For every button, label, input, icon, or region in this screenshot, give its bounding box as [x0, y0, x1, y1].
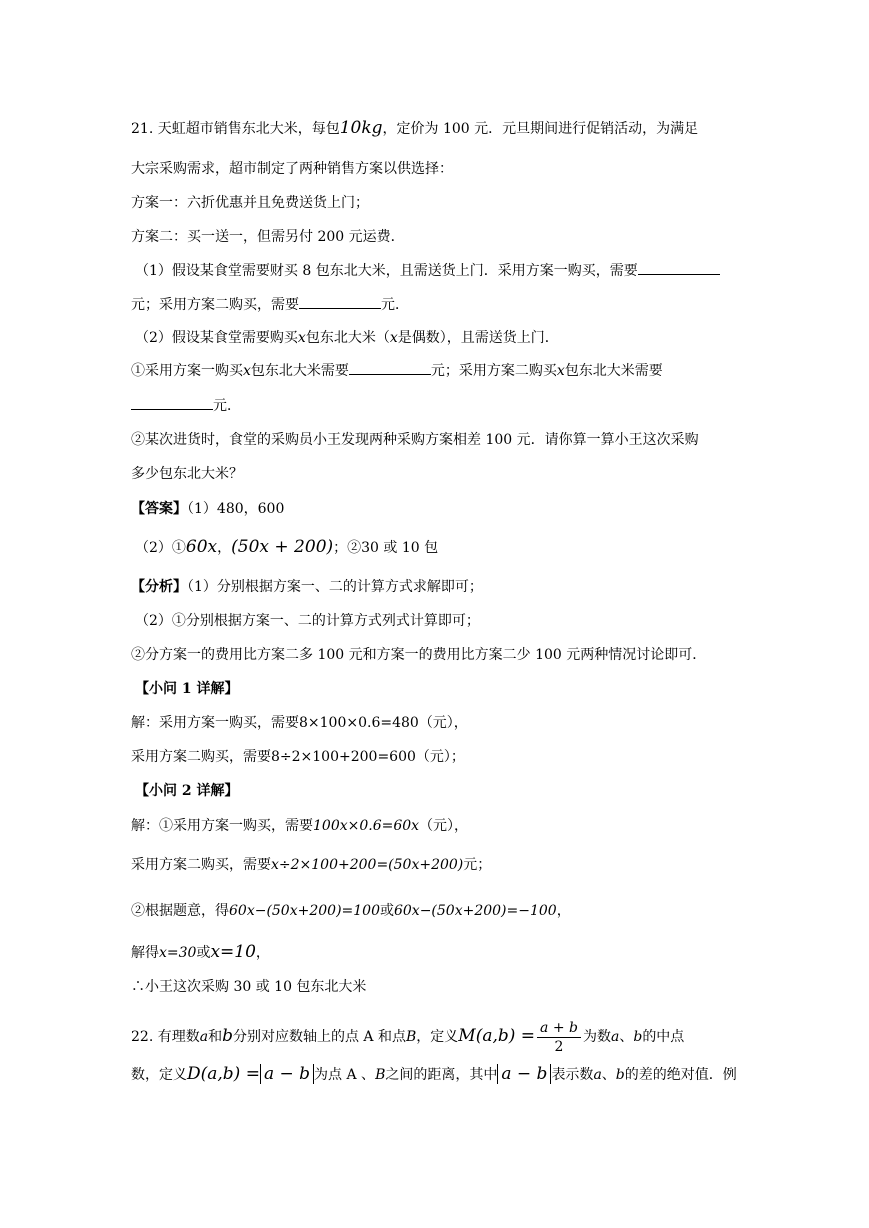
- p21-line-8: [131, 361, 743, 381]
- text: 或: [379, 903, 394, 919]
- math-var: x: [389, 330, 398, 346]
- p21-line-7: [135, 328, 747, 348]
- text: 的差的绝对值．例: [624, 1067, 737, 1083]
- text: （1）假设某食堂需要财买 8 包东北大米，且需送货上门．采用方案一购买，需要: [135, 263, 638, 279]
- text: 的中点: [642, 1029, 685, 1045]
- text: 是偶数），且需送货上门．: [397, 330, 559, 346]
- p21-line-11: 多少包东北大米？: [131, 466, 243, 482]
- answer-tag: 【答案】: [131, 501, 187, 517]
- math-var: b: [633, 1029, 643, 1045]
- math-expr: D(a,b) =: [187, 1064, 260, 1084]
- math-var: b: [615, 1067, 625, 1083]
- math-expr: (50x + 200): [231, 537, 334, 557]
- q1-tag: 【小问 1 详解】: [135, 681, 239, 697]
- text: 包东北大米需要: [250, 363, 349, 379]
- q2-tag: 【小问 2 详解】: [135, 783, 239, 799]
- text: 解：①采用方案一购买，需要: [131, 818, 313, 834]
- p21-line-2: 大宗采购需求，超市制定了两种销售方案以供选择：: [131, 161, 453, 177]
- math-expr: x÷2×100+200=(50x+200): [271, 857, 464, 873]
- text: ，: [556, 903, 571, 919]
- q2-line-4: [131, 942, 743, 963]
- text: （元），: [418, 715, 468, 731]
- text: ②根据题意，得: [131, 903, 229, 919]
- text: 解：采用方案一购买，需要: [131, 715, 299, 731]
- text: ；②30 或 10 包: [333, 540, 439, 556]
- text: 解得: [131, 945, 159, 961]
- math-var: a: [610, 1029, 620, 1045]
- text: ，: [217, 540, 232, 556]
- text: ，定价为 100 元．元旦期间进行促销活动，为满足: [382, 121, 699, 137]
- text: （元）；: [415, 749, 465, 765]
- q1-line-1: [131, 713, 743, 733]
- text: 21. 天虹超市销售东北大米，每包: [131, 121, 340, 137]
- analysis-line-1: [131, 577, 743, 597]
- math-var: b: [222, 1026, 233, 1046]
- text: 表示数: [551, 1067, 594, 1083]
- text: 为点 A 、: [314, 1067, 376, 1083]
- text: 数，定义: [131, 1067, 187, 1083]
- fraction-numerator: a + b: [537, 1019, 581, 1038]
- math-var: x: [556, 363, 565, 379]
- text: 元；采用方案二购买，需要: [131, 297, 299, 313]
- text: 采用方案二购买，需要: [131, 857, 271, 873]
- math-expr: 60x−(50x+200)=100: [229, 903, 380, 919]
- math-var: a: [593, 1067, 602, 1083]
- math-var: B: [375, 1067, 386, 1083]
- math-expr: 60x: [185, 537, 218, 557]
- q2-line-5: ∴小王这次采购 30 或 10 包东北大米: [131, 979, 367, 995]
- text: （元），: [419, 818, 469, 834]
- text: 、: [601, 1067, 616, 1083]
- text: 和: [208, 1029, 223, 1045]
- text: 或: [196, 945, 211, 961]
- p21-line-9: [131, 396, 743, 416]
- math-expr: M(a,b) =: [458, 1026, 536, 1046]
- math-var: B: [405, 1029, 417, 1045]
- text: 元．: [213, 398, 241, 414]
- q2-line-3: [131, 901, 743, 921]
- q2-line-2: [131, 855, 743, 875]
- math-expr: 8÷2×100+200=600: [271, 749, 416, 765]
- text: ①采用方案一购买: [131, 363, 243, 379]
- p21-line-3: 方案一：六折优惠并且免费送货上门；: [131, 195, 369, 211]
- math-unit: 10kg: [339, 118, 383, 138]
- text: 包东北大米需要: [564, 363, 663, 379]
- answer-blank: [299, 296, 381, 309]
- text: 包东北大米（: [305, 330, 390, 346]
- text: （1）480，600: [187, 501, 285, 517]
- text: 元；: [463, 857, 492, 873]
- text: ，: [255, 945, 270, 961]
- text: 为数: [582, 1029, 611, 1045]
- p21-line-4: 方案二：买一送一，但需另付 200 元运费．: [131, 229, 405, 245]
- answer-blank: [349, 362, 431, 375]
- p21-line-6: [131, 295, 743, 315]
- math-expr: 60x−(50x+200)=−100: [393, 903, 557, 919]
- math-expr: x=30: [159, 945, 197, 961]
- math-var: x: [297, 330, 306, 346]
- math-expr: 8×100×0.6=480: [299, 715, 419, 731]
- answer-line-1: [131, 499, 743, 519]
- p22-line-1: [131, 1014, 743, 1058]
- text: 元．: [381, 297, 409, 313]
- text: （2）①: [135, 540, 186, 556]
- math-expr: x=10: [210, 942, 256, 962]
- math-var: x: [243, 363, 251, 379]
- p21-line-5: [135, 261, 747, 281]
- analysis-line-2: （2）①分别根据方案一、二的计算方式列式计算即可；: [135, 613, 480, 629]
- text: ，定义: [416, 1029, 459, 1045]
- p21-line-1: [131, 118, 743, 139]
- fraction: [537, 1019, 581, 1056]
- text: 22. 有理数: [131, 1029, 200, 1045]
- math-var: a: [199, 1029, 209, 1045]
- answer-blank: [638, 262, 720, 275]
- analysis-line-3: ②分方案一的费用比方案二多 100 元和方案一的费用比方案二少 100 元两种情况讨论即可．: [131, 647, 707, 663]
- text: （1）分别根据方案一、二的计算方式求解即可；: [187, 579, 483, 595]
- text: 采用方案二购买，需要: [131, 749, 271, 765]
- analysis-tag: 【分析】: [131, 579, 187, 595]
- q2-line-1: [131, 816, 743, 836]
- text: 分别对应数轴上的点 A 和点: [232, 1029, 406, 1045]
- fraction-denominator: 2: [554, 1038, 564, 1055]
- answer-line-2: [135, 537, 747, 558]
- math-expr: 100x×0.6=60x: [313, 818, 420, 834]
- p21-line-10: ②某次进货时，食堂的采购员小王发现两种采购方案相差 100 元．请你算一算小王这次采购: [131, 432, 699, 448]
- absolute-value: a − b: [497, 1064, 551, 1084]
- answer-blank: [131, 397, 213, 410]
- absolute-value: a − b: [260, 1064, 314, 1084]
- q1-line-2: [131, 747, 743, 767]
- p22-line-2: [131, 1064, 743, 1085]
- text: 、: [619, 1029, 634, 1045]
- text: 之间的距离，其中: [385, 1067, 498, 1083]
- text: （2）假设某食堂需要购买: [135, 330, 298, 346]
- text: 元；采用方案二购买: [430, 363, 557, 379]
